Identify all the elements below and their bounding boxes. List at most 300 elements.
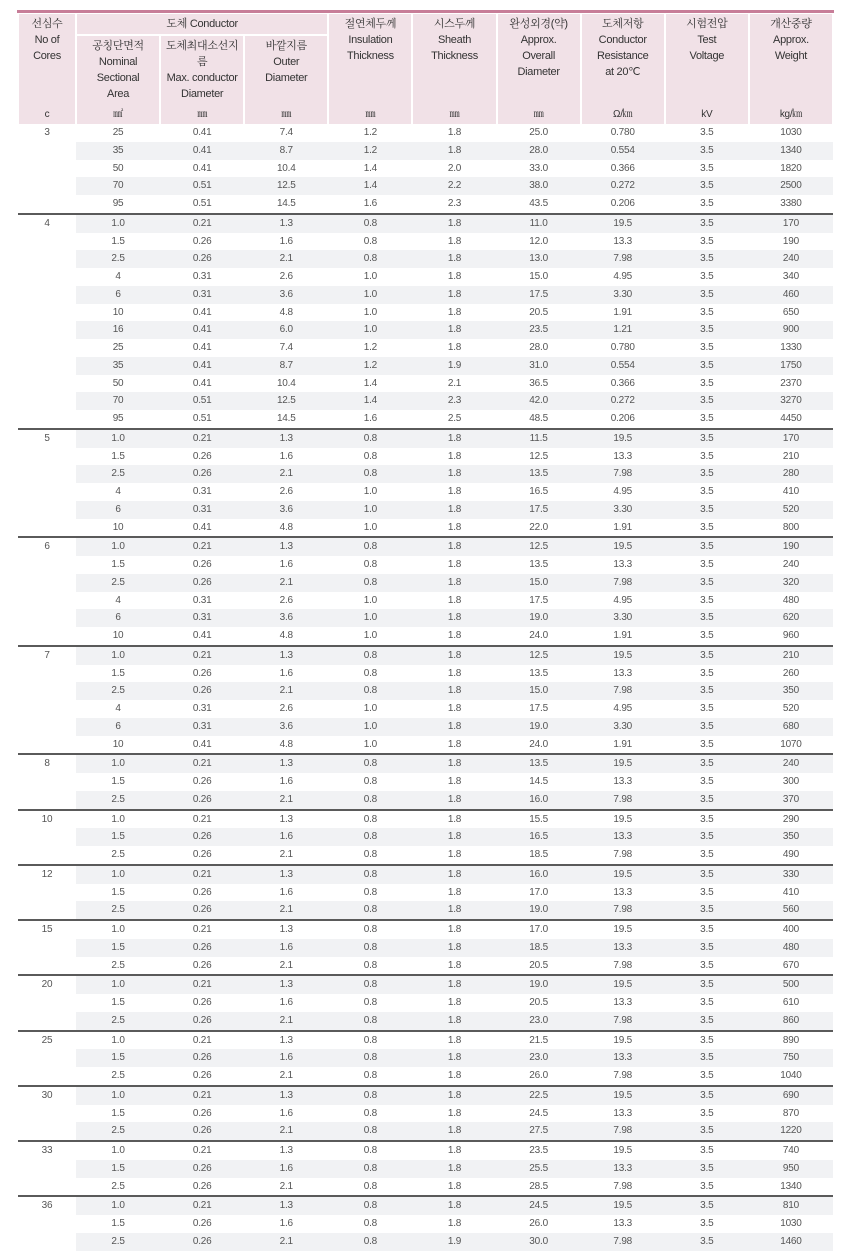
cell-nominal-area: 6 — [76, 609, 160, 627]
cell-outer-diameter: 1.6 — [279, 776, 293, 787]
cell-nominal-area: 2.5 — [76, 682, 160, 700]
cell-insulation-thickness: 0.8 — [328, 465, 412, 483]
cell-outer-diameter: 3.6 — [244, 286, 328, 304]
cell-overall-diameter: 11.5 — [497, 429, 581, 448]
cell-cores: 15 — [18, 920, 76, 975]
cell-sheath-thickness: 1.8 — [447, 667, 462, 679]
table-row — [18, 214, 833, 233]
cell-overall-diameter: 12.0 — [529, 235, 548, 247]
cell-outer-diameter: 1.3 — [244, 1086, 328, 1105]
table-row — [18, 609, 833, 627]
cell-sheath-thickness: 1.8 — [412, 537, 496, 556]
cell-insulation-thickness: 0.8 — [363, 776, 378, 787]
table-row — [18, 357, 833, 375]
cell-nominal-area: 50 — [112, 377, 124, 389]
table-row — [18, 920, 833, 939]
cell-overall-diameter: 15.0 — [497, 574, 581, 592]
cell-conductor-resistance: 1.91 — [613, 738, 633, 750]
cell-max-conductor-diameter: 0.41 — [192, 306, 212, 318]
cell-nominal-area: 1.5 — [76, 1049, 160, 1067]
cell-outer-diameter: 2.6 — [279, 703, 293, 714]
cell-approx-weight: 900 — [749, 321, 833, 339]
cell-overall-diameter: 17.5 — [497, 286, 581, 304]
cell-nominal-area: 95 — [112, 413, 124, 424]
cell-test-voltage: 3.5 — [665, 250, 749, 268]
cell-nominal-area: 1.5 — [111, 235, 125, 247]
cell-max-conductor-diameter: 0.26 — [192, 1180, 212, 1192]
cell-insulation-thickness: 0.8 — [328, 1122, 412, 1141]
cable-spec-table — [17, 14, 834, 1251]
table-row — [18, 901, 833, 920]
cell-outer-diameter: 2.1 — [244, 682, 328, 700]
header-weight-en2: Weight — [774, 50, 808, 62]
header-resistance — [581, 14, 665, 106]
cell-conductor-resistance: 1.91 — [613, 521, 633, 533]
cell-insulation-thickness: 0.8 — [363, 667, 378, 679]
cell-max-conductor-diameter: 0.26 — [192, 776, 212, 787]
cell-max-conductor-diameter: 0.26 — [192, 450, 212, 462]
table-row — [18, 177, 833, 195]
cell-sheath-thickness: 2.5 — [447, 413, 462, 424]
cell-sheath-thickness: 1.8 — [412, 828, 496, 846]
table-row — [18, 994, 833, 1012]
cell-nominal-area: 1.5 — [111, 1107, 125, 1119]
cell-test-voltage: 3.5 — [665, 574, 749, 592]
cell-sheath-thickness: 1.8 — [447, 127, 462, 138]
table-row — [18, 268, 833, 286]
cell-sheath-thickness: 1.8 — [412, 1049, 496, 1067]
cell-overall-diameter: 12.5 — [529, 450, 548, 462]
cell-approx-weight: 3380 — [780, 198, 802, 209]
table-row — [18, 665, 833, 683]
cell-test-voltage: 3.5 — [665, 357, 749, 375]
cell-max-conductor-diameter: 0.41 — [192, 342, 212, 353]
cell-conductor-resistance: 1.91 — [613, 630, 633, 641]
cell-conductor-resistance: 0.780 — [610, 342, 635, 353]
cell-max-conductor-diameter: 0.26 — [160, 1160, 244, 1178]
cell-outer-diameter: 1.6 — [244, 828, 328, 846]
cell-insulation-thickness: 1.6 — [363, 413, 378, 424]
cell-insulation-thickness: 0.8 — [363, 1218, 378, 1229]
cell-test-voltage: 3.5 — [665, 1141, 749, 1160]
cell-overall-diameter: 19.0 — [497, 901, 581, 920]
cell-nominal-area: 1.0 — [76, 865, 160, 884]
cell-sheath-thickness: 1.8 — [412, 1122, 496, 1141]
cell-max-conductor-diameter: 0.21 — [160, 865, 244, 884]
cell-max-conductor-diameter: 0.21 — [160, 1141, 244, 1160]
table-row — [18, 392, 833, 410]
header-cores-kr: 선심수 — [31, 18, 63, 30]
cell-insulation-thickness: 0.8 — [328, 1049, 412, 1067]
header-nominal-kr: 공칭단면적 — [92, 40, 144, 52]
unit-insulation: ㎜ — [328, 106, 412, 124]
cell-test-voltage: 3.5 — [700, 1070, 714, 1081]
table-row — [18, 519, 833, 538]
cell-overall-diameter: 42.0 — [497, 392, 581, 410]
table-row — [18, 233, 833, 251]
cell-test-voltage: 3.5 — [665, 754, 749, 773]
cell-max-conductor-diameter: 0.51 — [160, 177, 244, 195]
cell-overall-diameter: 23.5 — [497, 1141, 581, 1160]
cell-nominal-area: 1.5 — [111, 776, 125, 787]
cell-overall-diameter: 23.0 — [497, 1049, 581, 1067]
cell-test-voltage: 3.5 — [700, 886, 714, 898]
cell-max-conductor-diameter: 0.31 — [160, 609, 244, 627]
cell-sheath-thickness: 1.8 — [447, 1107, 462, 1119]
cell-test-voltage: 3.5 — [700, 559, 714, 570]
cell-insulation-thickness: 0.8 — [328, 682, 412, 700]
cell-conductor-resistance: 0.554 — [581, 142, 665, 160]
cell-nominal-area: 4 — [115, 594, 121, 606]
cell-overall-diameter: 17.5 — [529, 703, 548, 714]
cell-nominal-area: 2.5 — [111, 1180, 125, 1192]
cell-approx-weight: 1070 — [780, 738, 802, 750]
cell-overall-diameter: 33.0 — [529, 162, 548, 174]
cell-outer-diameter: 10.4 — [276, 162, 296, 174]
cell-max-conductor-diameter: 0.26 — [160, 250, 244, 268]
cell-sheath-thickness: 1.8 — [412, 465, 496, 483]
table-row — [18, 627, 833, 646]
cell-approx-weight: 1820 — [780, 162, 802, 174]
cell-max-conductor-diameter: 0.41 — [192, 630, 212, 641]
table-row — [18, 846, 833, 865]
cell-overall-diameter: 17.5 — [529, 594, 548, 606]
cell-outer-diameter: 1.3 — [244, 975, 328, 994]
cell-insulation-thickness: 0.8 — [363, 849, 378, 860]
cell-sheath-thickness: 1.8 — [412, 810, 496, 829]
cell-outer-diameter: 4.8 — [279, 521, 293, 533]
cell-overall-diameter: 20.5 — [529, 997, 548, 1008]
cell-nominal-area: 2.5 — [111, 959, 125, 971]
cell-test-voltage: 3.5 — [665, 537, 749, 556]
cell-overall-diameter: 12.5 — [497, 646, 581, 665]
cell-insulation-thickness: 1.0 — [328, 501, 412, 519]
cell-overall-diameter: 30.0 — [497, 1233, 581, 1251]
cell-test-voltage: 3.5 — [665, 465, 749, 483]
cell-nominal-area: 1.0 — [76, 975, 160, 994]
cell-test-voltage: 3.5 — [700, 486, 714, 497]
cell-outer-diameter: 2.1 — [244, 901, 328, 920]
cell-max-conductor-diameter: 0.31 — [192, 703, 212, 714]
cell-test-voltage: 3.5 — [665, 718, 749, 736]
cell-max-conductor-diameter: 0.31 — [160, 286, 244, 304]
header-voltage-en2: Voltage — [689, 50, 725, 62]
cell-sheath-thickness: 1.8 — [447, 1070, 462, 1081]
cell-nominal-area: 1.5 — [111, 450, 125, 462]
cell-conductor-resistance: 4.95 — [613, 486, 633, 497]
cell-sheath-thickness: 1.9 — [412, 1233, 496, 1251]
table-row — [18, 754, 833, 773]
cell-nominal-area: 50 — [112, 162, 124, 174]
cell-sheath-thickness: 1.8 — [447, 235, 462, 247]
cell-insulation-thickness: 0.8 — [328, 1196, 412, 1215]
header-sheath — [412, 14, 496, 106]
cell-sheath-thickness: 1.8 — [447, 342, 462, 353]
cell-test-voltage: 3.5 — [665, 1049, 749, 1067]
cell-approx-weight: 2370 — [780, 377, 802, 389]
cell-approx-weight: 870 — [782, 1107, 799, 1119]
cell-sheath-thickness: 1.8 — [447, 521, 462, 533]
cell-max-conductor-diameter: 0.21 — [160, 1196, 244, 1215]
cell-test-voltage: 3.5 — [665, 682, 749, 700]
cell-insulation-thickness: 0.8 — [363, 235, 378, 247]
cell-test-voltage: 3.5 — [700, 271, 714, 282]
cell-nominal-area: 1.0 — [76, 1086, 160, 1105]
cell-conductor-resistance: 3.30 — [581, 286, 665, 304]
cell-test-voltage: 3.5 — [665, 1160, 749, 1178]
cell-conductor-resistance: 19.5 — [581, 429, 665, 448]
header-resistance-kr: 도체저항 — [602, 18, 644, 30]
table-row — [18, 321, 833, 339]
header-insulation-en2: Thickness — [346, 50, 394, 62]
cell-approx-weight: 690 — [749, 1086, 833, 1105]
cell-cores: 8 — [18, 754, 76, 809]
table-row — [18, 1012, 833, 1031]
cell-sheath-thickness: 1.8 — [447, 997, 462, 1008]
cell-approx-weight: 460 — [749, 286, 833, 304]
cell-test-voltage: 3.5 — [665, 429, 749, 448]
cell-nominal-area: 10 — [112, 521, 124, 533]
cell-overall-diameter: 27.5 — [497, 1122, 581, 1141]
cell-sheath-thickness: 1.8 — [412, 250, 496, 268]
cell-insulation-thickness: 1.4 — [363, 162, 378, 174]
cell-cores: 20 — [18, 975, 76, 1030]
cell-insulation-thickness: 0.8 — [363, 997, 378, 1008]
cell-conductor-resistance: 7.98 — [581, 574, 665, 592]
cell-overall-diameter: 20.5 — [529, 959, 548, 971]
cell-conductor-resistance: 7.98 — [581, 901, 665, 920]
cell-max-conductor-diameter: 0.31 — [192, 486, 212, 497]
cell-test-voltage: 3.5 — [665, 865, 749, 884]
cell-approx-weight: 240 — [782, 559, 799, 570]
cell-test-voltage: 3.5 — [700, 667, 714, 679]
cell-sheath-thickness: 1.8 — [447, 1218, 462, 1229]
cell-insulation-thickness: 1.2 — [328, 357, 412, 375]
header-outer-diameter — [244, 35, 328, 106]
cell-insulation-thickness: 0.8 — [328, 828, 412, 846]
cell-outer-diameter: 2.1 — [279, 1070, 293, 1081]
cell-conductor-resistance: 13.3 — [613, 235, 633, 247]
cell-approx-weight: 520 — [749, 501, 833, 519]
cell-sheath-thickness: 1.8 — [412, 718, 496, 736]
cell-conductor-resistance: 1.21 — [581, 321, 665, 339]
cell-max-conductor-diameter: 0.26 — [160, 1012, 244, 1031]
cell-overall-diameter: 14.5 — [529, 776, 548, 787]
cell-conductor-resistance: 13.3 — [581, 1160, 665, 1178]
cell-conductor-resistance: 1.91 — [613, 306, 633, 318]
table-row — [18, 142, 833, 160]
cell-nominal-area: 4 — [115, 703, 121, 714]
cell-sheath-thickness: 1.8 — [412, 609, 496, 627]
table-row — [18, 160, 833, 178]
cell-test-voltage: 3.5 — [665, 1196, 749, 1215]
cell-test-voltage: 3.5 — [700, 738, 714, 750]
cell-nominal-area: 4 — [115, 271, 121, 282]
cell-max-conductor-diameter: 0.51 — [160, 392, 244, 410]
cell-sheath-thickness: 1.8 — [412, 754, 496, 773]
cell-overall-diameter: 16.5 — [529, 486, 548, 497]
cell-insulation-thickness: 0.8 — [328, 1012, 412, 1031]
unit-overall: ㎜ — [497, 106, 581, 124]
cell-insulation-thickness: 0.8 — [328, 920, 412, 939]
cell-max-conductor-diameter: 0.41 — [192, 521, 212, 533]
cell-outer-diameter: 10.4 — [276, 377, 296, 389]
cell-outer-diameter: 14.5 — [276, 413, 296, 424]
cell-nominal-area: 1.5 — [111, 667, 125, 679]
cell-approx-weight: 520 — [782, 703, 799, 714]
cell-insulation-thickness: 1.0 — [328, 609, 412, 627]
cell-sheath-thickness: 1.8 — [412, 901, 496, 920]
cell-outer-diameter: 3.6 — [244, 501, 328, 519]
cell-test-voltage: 3.5 — [700, 413, 714, 424]
cell-insulation-thickness: 0.8 — [328, 1086, 412, 1105]
cell-outer-diameter: 2.1 — [279, 959, 293, 971]
cell-approx-weight: 240 — [749, 250, 833, 268]
cell-insulation-thickness: 0.8 — [328, 939, 412, 957]
cell-approx-weight: 960 — [782, 630, 799, 641]
cell-test-voltage: 3.5 — [700, 1218, 714, 1229]
cell-overall-diameter: 48.5 — [529, 413, 548, 424]
table-row — [18, 810, 833, 829]
cell-cores: 10 — [18, 810, 76, 865]
cell-approx-weight: 320 — [749, 574, 833, 592]
cell-sheath-thickness: 2.1 — [447, 377, 462, 389]
cell-max-conductor-diameter: 0.41 — [192, 738, 212, 750]
cell-nominal-area: 1.5 — [111, 1218, 125, 1229]
cell-max-conductor-diameter: 0.51 — [192, 198, 212, 209]
cell-insulation-thickness: 0.8 — [328, 214, 412, 233]
cell-conductor-resistance: 0.780 — [610, 127, 635, 138]
table-row — [18, 736, 833, 755]
cell-conductor-resistance: 7.98 — [581, 1012, 665, 1031]
cell-sheath-thickness: 1.8 — [447, 849, 462, 860]
cell-approx-weight: 1750 — [749, 357, 833, 375]
cell-sheath-thickness: 1.8 — [447, 630, 462, 641]
cell-overall-diameter: 18.5 — [497, 939, 581, 957]
cell-outer-diameter: 2.1 — [244, 574, 328, 592]
cell-overall-diameter: 25.5 — [497, 1160, 581, 1178]
cell-nominal-area: 2.5 — [76, 465, 160, 483]
top-accent-bar — [17, 10, 834, 13]
cell-test-voltage: 3.5 — [700, 342, 714, 353]
cell-cores: 36 — [18, 1196, 76, 1250]
cell-test-voltage: 3.5 — [665, 1086, 749, 1105]
cell-overall-diameter: 28.0 — [529, 342, 548, 353]
header-insulation-en1: Insulation — [348, 34, 393, 46]
cell-overall-diameter: 25.0 — [529, 127, 548, 138]
cell-test-voltage: 3.5 — [700, 235, 714, 247]
cell-conductor-resistance: 19.5 — [581, 1086, 665, 1105]
cell-nominal-area: 1.0 — [76, 1031, 160, 1050]
cell-test-voltage: 3.5 — [665, 901, 749, 920]
cell-max-conductor-diameter: 0.26 — [160, 828, 244, 846]
cell-insulation-thickness: 0.8 — [328, 975, 412, 994]
cell-outer-diameter: 12.5 — [244, 392, 328, 410]
cell-insulation-thickness: 1.6 — [363, 198, 378, 209]
cell-insulation-thickness: 1.0 — [363, 630, 378, 641]
cell-sheath-thickness: 1.8 — [447, 886, 462, 898]
cell-conductor-resistance: 13.3 — [613, 1218, 633, 1229]
cell-conductor-resistance: 19.5 — [581, 1031, 665, 1050]
header-cores — [18, 14, 76, 106]
cell-outer-diameter: 2.1 — [244, 250, 328, 268]
cell-conductor-resistance: 19.5 — [581, 920, 665, 939]
header-voltage-kr: 시험전압 — [686, 18, 728, 30]
cell-sheath-thickness: 1.8 — [447, 559, 462, 570]
cell-max-conductor-diameter: 0.26 — [192, 997, 212, 1008]
cell-max-conductor-diameter: 0.26 — [192, 1070, 212, 1081]
cell-approx-weight: 350 — [749, 828, 833, 846]
table-row — [18, 1067, 833, 1086]
cell-approx-weight: 290 — [749, 810, 833, 829]
cell-approx-weight: 280 — [749, 465, 833, 483]
cell-outer-diameter: 3.6 — [244, 718, 328, 736]
cell-conductor-resistance: 13.3 — [613, 997, 633, 1008]
cell-insulation-thickness: 1.2 — [328, 142, 412, 160]
unit-weight: kg/㎞ — [749, 106, 833, 124]
cell-test-voltage: 3.5 — [665, 1233, 749, 1251]
table-row — [18, 556, 833, 574]
cell-nominal-area: 1.5 — [111, 997, 125, 1008]
cell-outer-diameter: 2.1 — [244, 791, 328, 810]
unit-voltage: kV — [665, 106, 749, 124]
cell-test-voltage: 3.5 — [700, 306, 714, 318]
cell-outer-diameter: 1.6 — [279, 667, 293, 679]
cell-outer-diameter: 1.3 — [244, 537, 328, 556]
cell-overall-diameter: 22.5 — [497, 1086, 581, 1105]
cell-outer-diameter: 1.3 — [244, 1031, 328, 1050]
cell-approx-weight: 410 — [782, 886, 799, 898]
table-row — [18, 195, 833, 214]
cell-approx-weight: 1330 — [780, 342, 802, 353]
cell-approx-weight: 480 — [782, 594, 799, 606]
cell-overall-diameter: 31.0 — [497, 357, 581, 375]
cell-outer-diameter: 2.1 — [244, 1233, 328, 1251]
cell-max-conductor-diameter: 0.26 — [192, 1218, 212, 1229]
cell-outer-diameter: 2.6 — [279, 271, 293, 282]
cell-insulation-thickness: 1.0 — [328, 286, 412, 304]
cell-max-conductor-diameter: 0.41 — [160, 142, 244, 160]
cell-outer-diameter: 1.3 — [244, 810, 328, 829]
cell-approx-weight: 1220 — [749, 1122, 833, 1141]
cell-approx-weight: 860 — [749, 1012, 833, 1031]
cell-overall-diameter: 13.5 — [529, 559, 548, 570]
cell-sheath-thickness: 1.8 — [447, 1180, 462, 1192]
cell-conductor-resistance: 7.98 — [581, 682, 665, 700]
header-sheath-en2: Thickness — [431, 50, 478, 62]
cell-approx-weight: 490 — [782, 849, 799, 860]
cell-conductor-resistance: 13.3 — [613, 559, 633, 570]
cell-nominal-area: 1.0 — [76, 429, 160, 448]
cell-nominal-area: 1.5 — [76, 1160, 160, 1178]
cell-test-voltage: 3.5 — [665, 392, 749, 410]
cell-test-voltage: 3.5 — [665, 791, 749, 810]
cell-outer-diameter: 8.7 — [244, 357, 328, 375]
cell-overall-diameter: 20.5 — [529, 306, 548, 318]
cell-conductor-resistance: 4.95 — [613, 271, 633, 282]
cell-max-conductor-diameter: 0.41 — [192, 127, 212, 138]
table-row — [18, 791, 833, 810]
cell-overall-diameter: 19.0 — [497, 718, 581, 736]
cell-nominal-area: 2.5 — [76, 574, 160, 592]
cell-overall-diameter: 15.0 — [497, 682, 581, 700]
cell-insulation-thickness: 1.0 — [363, 486, 378, 497]
cell-approx-weight: 680 — [749, 718, 833, 736]
cell-outer-diameter: 1.3 — [244, 214, 328, 233]
table-row — [18, 483, 833, 501]
cell-conductor-resistance: 7.98 — [581, 791, 665, 810]
table-row — [18, 574, 833, 592]
